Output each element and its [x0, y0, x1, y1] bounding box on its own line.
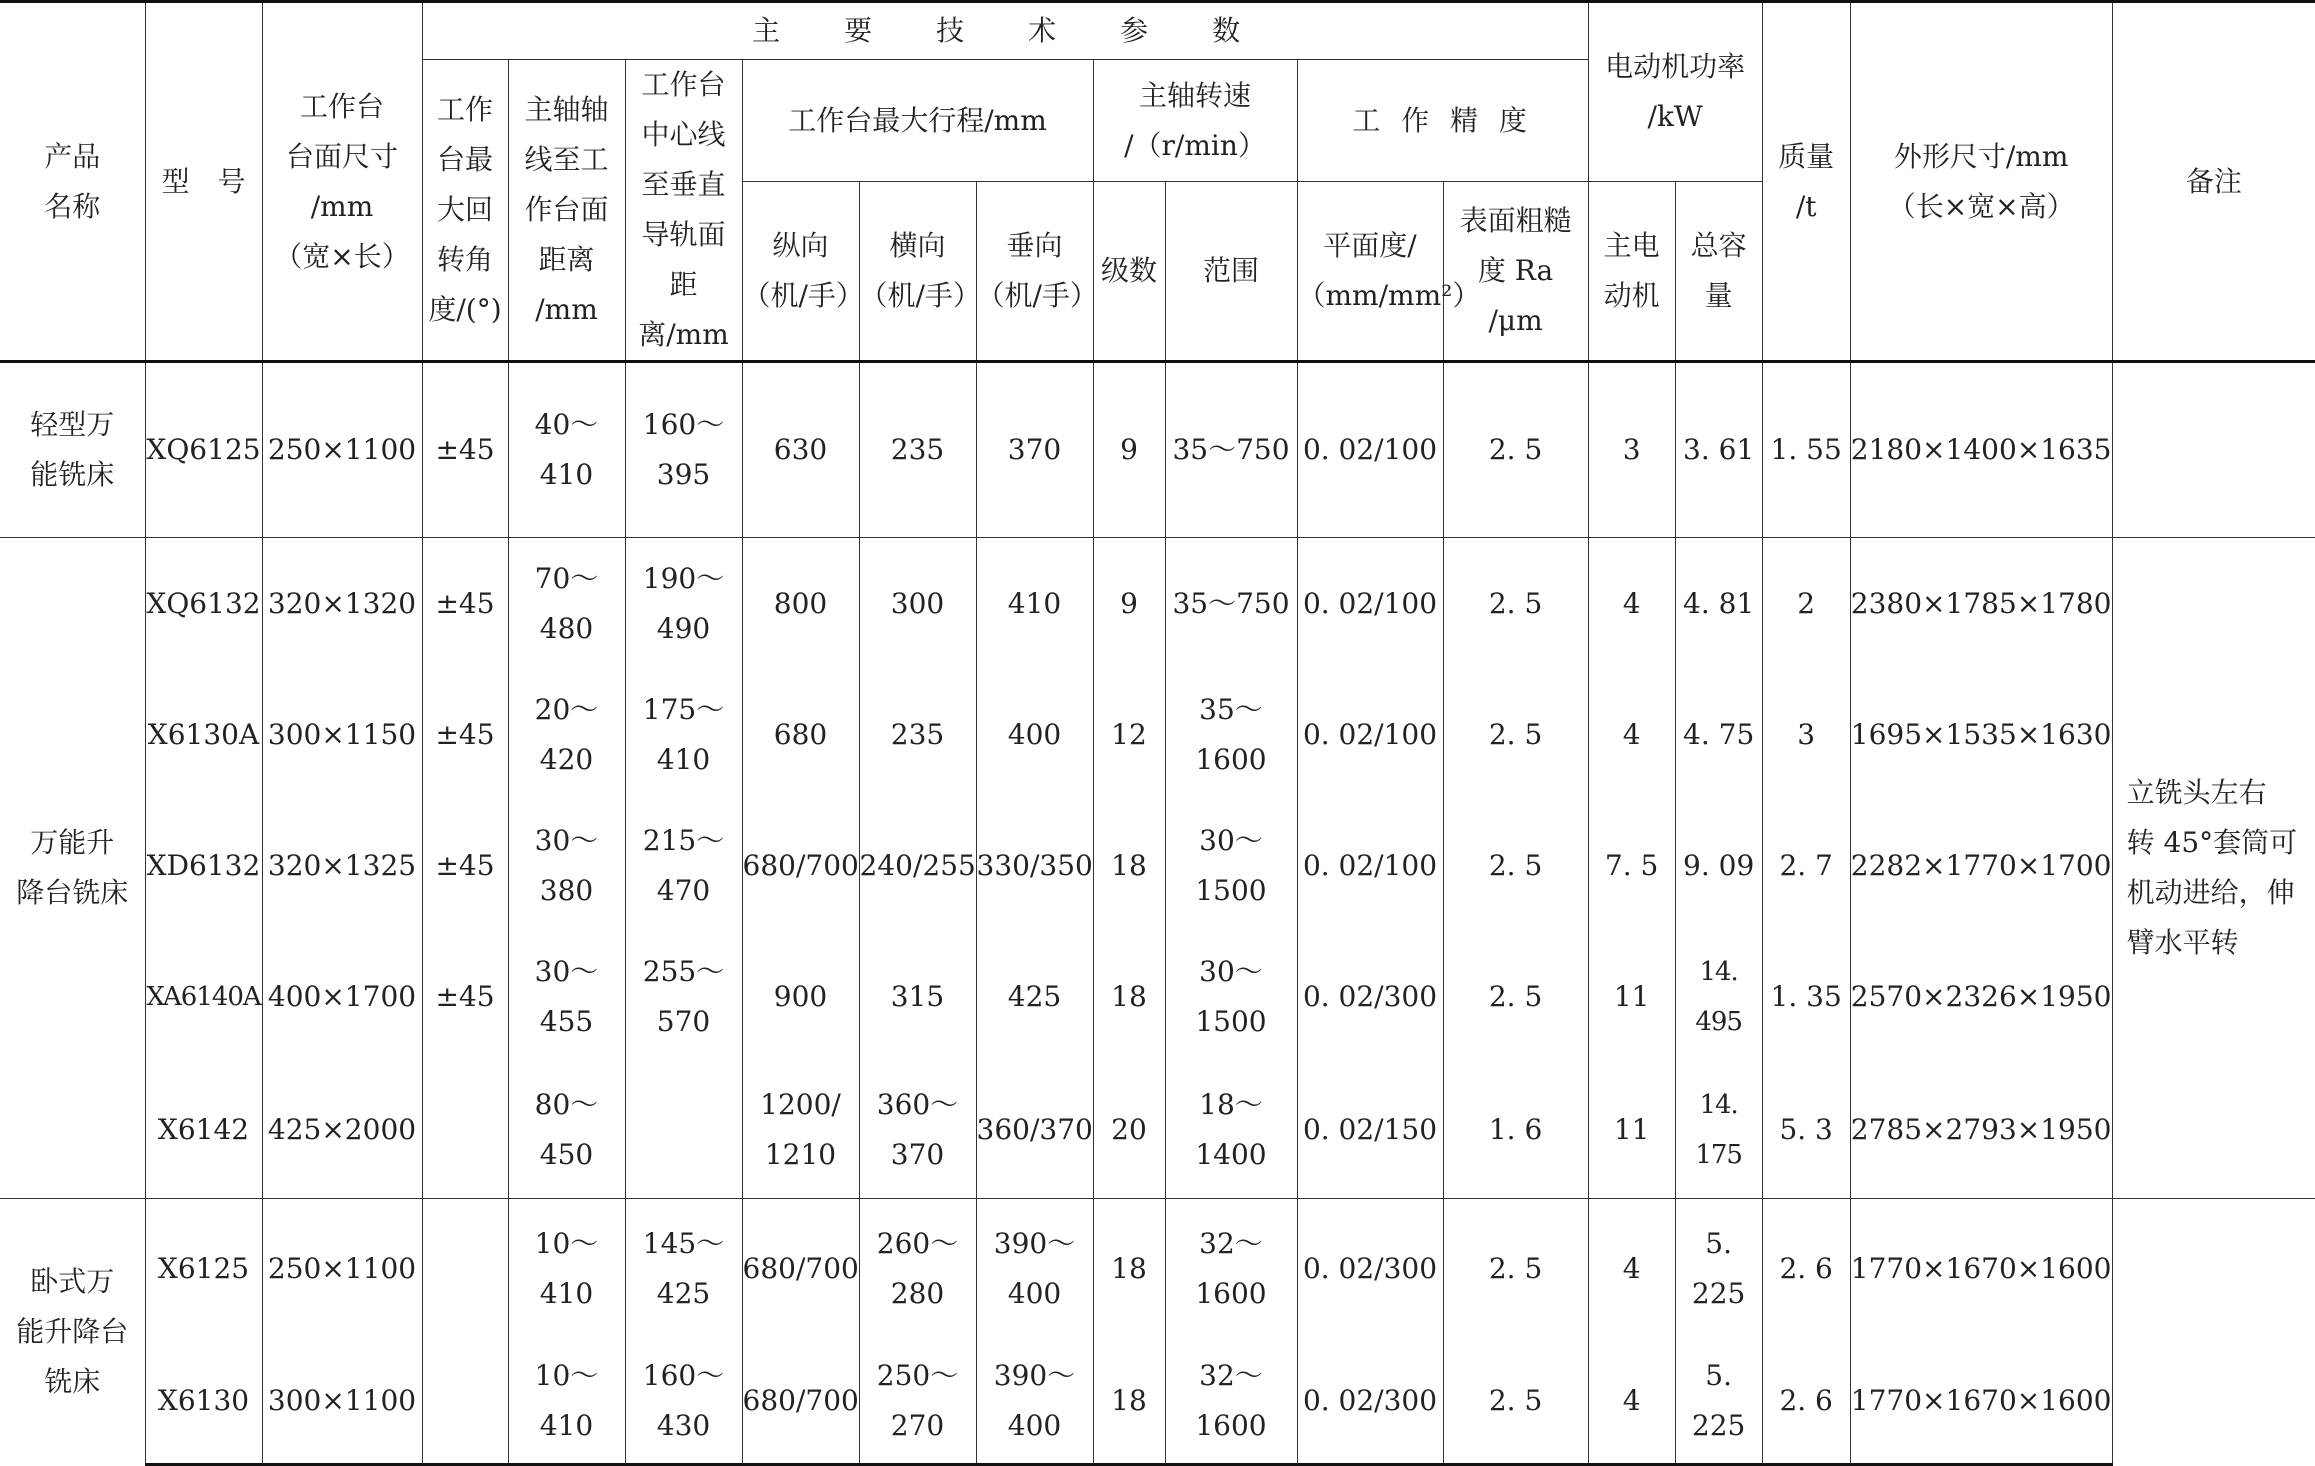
header-max-travel: 工作台最大行程/mm [742, 60, 1093, 182]
cell-total-capacity: 5. 225 [1675, 1339, 1762, 1465]
cell-flatness: 0. 02/100 [1297, 362, 1443, 538]
cell-speed-range: 30～1500 [1165, 932, 1297, 1063]
cell-roughness: 2. 5 [1443, 670, 1588, 801]
cell-main-motor: 3 [1588, 362, 1675, 538]
group-name-light: 轻型万 能铣床 [0, 362, 145, 538]
cell-remark: 立铣头左右 转 45°套筒可 机动进给，伸 臂水平转 [2112, 538, 2315, 1199]
cell-main-motor: 11 [1588, 1063, 1675, 1199]
cell-rotation [422, 1199, 508, 1339]
cell-dimensions: 2570×2326×1950 [1850, 932, 2112, 1063]
cell-mass: 5. 3 [1762, 1063, 1850, 1199]
cell-transverse: 240/255 [859, 801, 976, 932]
cell-longitudinal: 630 [742, 362, 859, 538]
cell-rotation: ±45 [422, 932, 508, 1063]
header-main-motor: 主电 动机 [1588, 182, 1675, 362]
cell-main-motor: 4 [1588, 538, 1675, 670]
cell-spindle-distance: 70～480 [508, 538, 625, 670]
cell-flatness: 0. 02/150 [1297, 1063, 1443, 1199]
cell-transverse: 235 [859, 670, 976, 801]
cell-table-size: 320×1325 [262, 801, 422, 932]
cell-total-capacity: 3. 61 [1675, 362, 1762, 538]
cell-spindle-distance: 10～410 [508, 1339, 625, 1465]
cell-main-motor: 11 [1588, 932, 1675, 1063]
cell-center-distance [625, 1063, 742, 1199]
cell-table-size: 300×1100 [262, 1339, 422, 1465]
header-total-capacity: 总容 量 [1675, 182, 1762, 362]
cell-dimensions: 2785×2793×1950 [1850, 1063, 2112, 1199]
cell-roughness: 2. 5 [1443, 538, 1588, 670]
cell-spindle-distance: 80～450 [508, 1063, 625, 1199]
cell-spindle-distance: 40～410 [508, 362, 625, 538]
cell-center-distance: 160～430 [625, 1339, 742, 1465]
cell-flatness: 0. 02/100 [1297, 801, 1443, 932]
cell-longitudinal: 800 [742, 538, 859, 670]
cell-dimensions: 2282×1770×1700 [1850, 801, 2112, 932]
cell-spindle-distance: 20～420 [508, 670, 625, 801]
table-row [0, 362, 2315, 538]
header-max-rotation: 工作 台最 大回 转角 度/(°) [422, 60, 508, 362]
cell-flatness: 0. 02/300 [1297, 1199, 1443, 1339]
header-vertical: 垂向 （机/手） [976, 182, 1093, 362]
cell-roughness: 2. 5 [1443, 932, 1588, 1063]
cell-model: X6125 [145, 1199, 262, 1339]
group-name-horizontal: 卧式万 能升降台 铣床 [0, 1199, 145, 1465]
cell-longitudinal: 900 [742, 932, 859, 1063]
cell-longitudinal: 680 [742, 670, 859, 801]
cell-model: XA6140A [145, 932, 262, 1063]
cell-speed-steps: 18 [1093, 1199, 1165, 1339]
cell-flatness: 0. 02/300 [1297, 932, 1443, 1063]
header-longitudinal: 纵向 （机/手） [742, 182, 859, 362]
cell-longitudinal: 680/700 [742, 801, 859, 932]
cell-flatness: 0. 02/100 [1297, 538, 1443, 670]
header-speed-range: 范围 [1165, 182, 1297, 362]
header-flatness: 平面度/ （mm/mm²） [1297, 182, 1443, 362]
cell-rotation: ±45 [422, 801, 508, 932]
table-row [0, 670, 2315, 801]
cell-rotation [422, 1339, 508, 1465]
cell-vertical: 360/370 [976, 1063, 1093, 1199]
table-row [0, 1339, 2315, 1465]
cell-model: X6130A [145, 670, 262, 801]
header-dimensions: 外形尺寸/mm （长×宽×高） [1850, 2, 2112, 362]
cell-model: X6130 [145, 1339, 262, 1465]
header-motor-power: 电动机功率 /kW [1588, 2, 1762, 182]
cell-transverse: 300 [859, 538, 976, 670]
header-remarks: 备注 [2112, 2, 2315, 362]
cell-longitudinal: 680/700 [742, 1339, 859, 1465]
cell-rotation: ±45 [422, 670, 508, 801]
cell-speed-range: 30～1500 [1165, 801, 1297, 932]
header-product-name: 产品 名称 [0, 2, 145, 362]
cell-vertical: 370 [976, 362, 1093, 538]
table-row [0, 932, 2315, 1063]
cell-remark [2112, 1199, 2315, 1465]
cell-vertical: 425 [976, 932, 1093, 1063]
table-row [0, 801, 2315, 932]
header-table-size: 工作台 台面尺寸 /mm （宽×长） [262, 2, 422, 362]
cell-model: XQ6125 [145, 362, 262, 538]
cell-table-size: 300×1150 [262, 670, 422, 801]
cell-spindle-distance: 30～455 [508, 932, 625, 1063]
cell-vertical: 390～ 400 [976, 1199, 1093, 1339]
cell-dimensions: 2180×1400×1635 [1850, 362, 2112, 538]
cell-roughness: 2. 5 [1443, 1339, 1588, 1465]
cell-dimensions: 1770×1670×1600 [1850, 1339, 2112, 1465]
cell-mass: 1. 35 [1762, 932, 1850, 1063]
cell-speed-range: 35～750 [1165, 362, 1297, 538]
header-center-to-guide: 工作台 中心线 至垂直 导轨面 距离/mm [625, 60, 742, 362]
cell-longitudinal: 680/700 [742, 1199, 859, 1339]
cell-rotation: ±45 [422, 538, 508, 670]
cell-table-size: 425×2000 [262, 1063, 422, 1199]
cell-mass: 2 [1762, 538, 1850, 670]
header-model: 型 号 [145, 2, 262, 362]
cell-model: X6142 [145, 1063, 262, 1199]
cell-vertical: 400 [976, 670, 1093, 801]
cell-speed-steps: 18 [1093, 801, 1165, 932]
header-transverse: 横向 （机/手） [859, 182, 976, 362]
header-spindle-speed: 主轴转速 /（r/min） [1093, 60, 1297, 182]
cell-roughness: 1. 6 [1443, 1063, 1588, 1199]
header-accuracy: 工 作 精 度 [1297, 60, 1588, 182]
header-speed-steps: 级数 [1093, 182, 1165, 362]
cell-speed-steps: 18 [1093, 1339, 1165, 1465]
cell-table-size: 320×1320 [262, 538, 422, 670]
cell-mass: 1. 55 [1762, 362, 1850, 538]
cell-model: XD6132 [145, 801, 262, 932]
table-row [0, 1199, 2315, 1339]
table-row [0, 538, 2315, 670]
cell-transverse: 235 [859, 362, 976, 538]
cell-model: XQ6132 [145, 538, 262, 670]
table-row [0, 1063, 2315, 1199]
cell-speed-range: 18～1400 [1165, 1063, 1297, 1199]
header-roughness: 表面粗糙 度 Ra /μm [1443, 182, 1588, 362]
cell-spindle-distance: 30～380 [508, 801, 625, 932]
cell-roughness: 2. 5 [1443, 801, 1588, 932]
cell-flatness: 0. 02/100 [1297, 670, 1443, 801]
cell-speed-range: 32～1600 [1165, 1199, 1297, 1339]
cell-center-distance: 160～395 [625, 362, 742, 538]
cell-total-capacity: 5. 225 [1675, 1199, 1762, 1339]
cell-rotation [422, 1063, 508, 1199]
cell-transverse: 360～ 370 [859, 1063, 976, 1199]
cell-vertical: 330/350 [976, 801, 1093, 932]
header-spindle-to-table: 主轴轴 线至工 作台面 距离 /mm [508, 60, 625, 362]
cell-vertical: 410 [976, 538, 1093, 670]
cell-center-distance: 215～470 [625, 801, 742, 932]
cell-speed-steps: 18 [1093, 932, 1165, 1063]
cell-transverse: 315 [859, 932, 976, 1063]
group-name-universal: 万能升 降台铣床 [0, 538, 145, 1199]
cell-dimensions: 1695×1535×1630 [1850, 670, 2112, 801]
cell-vertical: 390～ 400 [976, 1339, 1093, 1465]
cell-spindle-distance: 10～410 [508, 1199, 625, 1339]
cell-center-distance: 190～490 [625, 538, 742, 670]
cell-transverse: 250～ 270 [859, 1339, 976, 1465]
cell-longitudinal: 1200/ 1210 [742, 1063, 859, 1199]
cell-mass: 2. 6 [1762, 1199, 1850, 1339]
cell-total-capacity: 9. 09 [1675, 801, 1762, 932]
cell-speed-steps: 12 [1093, 670, 1165, 801]
header-mass: 质量 /t [1762, 2, 1850, 362]
cell-roughness: 2. 5 [1443, 1199, 1588, 1339]
cell-table-size: 250×1100 [262, 1199, 422, 1339]
cell-speed-steps: 9 [1093, 362, 1165, 538]
cell-center-distance: 175～410 [625, 670, 742, 801]
header-main-params: 主 要 技 术 参 数 [422, 2, 1588, 60]
cell-total-capacity: 14. 175 [1675, 1063, 1762, 1199]
cell-table-size: 400×1700 [262, 932, 422, 1063]
cell-table-size: 250×1100 [262, 362, 422, 538]
cell-center-distance: 145～425 [625, 1199, 742, 1339]
cell-remark [2112, 362, 2315, 538]
cell-flatness: 0. 02/300 [1297, 1339, 1443, 1465]
cell-roughness: 2. 5 [1443, 362, 1588, 538]
cell-speed-steps: 20 [1093, 1063, 1165, 1199]
cell-speed-range: 35～750 [1165, 538, 1297, 670]
cell-center-distance: 255～570 [625, 932, 742, 1063]
cell-dimensions: 1770×1670×1600 [1850, 1199, 2112, 1339]
cell-speed-range: 32～1600 [1165, 1339, 1297, 1465]
cell-main-motor: 4 [1588, 1339, 1675, 1465]
cell-main-motor: 4 [1588, 1199, 1675, 1339]
cell-rotation: ±45 [422, 362, 508, 538]
cell-main-motor: 4 [1588, 670, 1675, 801]
cell-speed-steps: 9 [1093, 538, 1165, 670]
cell-mass: 2. 6 [1762, 1339, 1850, 1465]
cell-total-capacity: 4. 81 [1675, 538, 1762, 670]
cell-mass: 3 [1762, 670, 1850, 801]
cell-transverse: 260～ 280 [859, 1199, 976, 1339]
cell-dimensions: 2380×1785×1780 [1850, 538, 2112, 670]
cell-speed-range: 35～1600 [1165, 670, 1297, 801]
cell-total-capacity: 4. 75 [1675, 670, 1762, 801]
cell-total-capacity: 14. 495 [1675, 932, 1762, 1063]
cell-mass: 2. 7 [1762, 801, 1850, 932]
cell-main-motor: 7. 5 [1588, 801, 1675, 932]
